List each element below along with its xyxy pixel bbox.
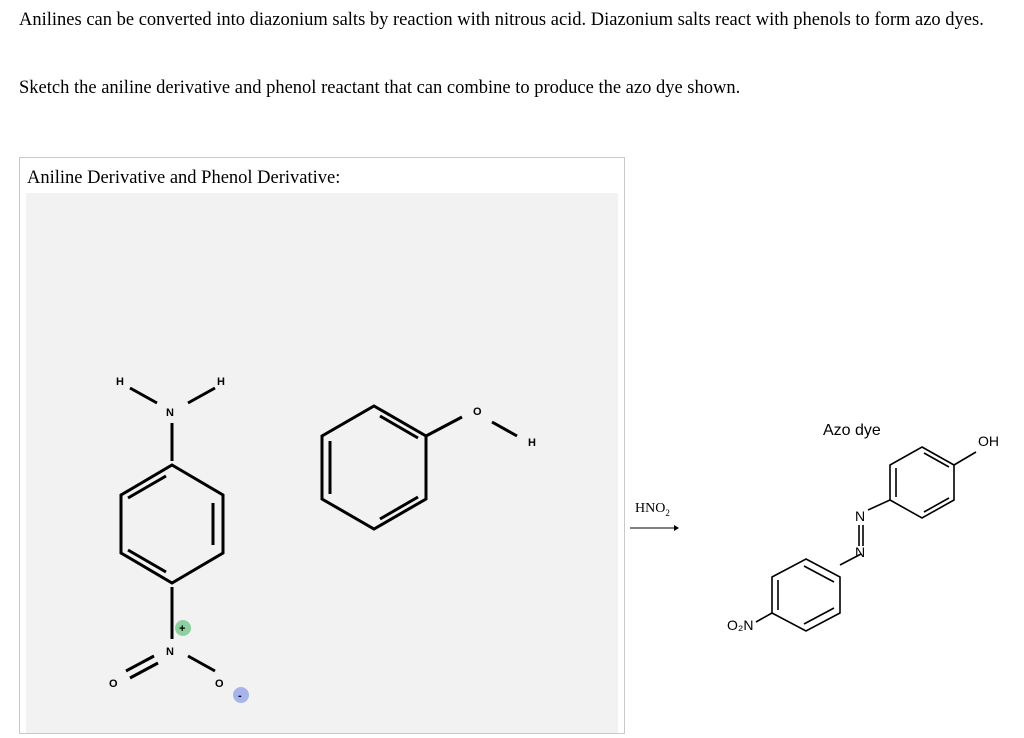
question-intro: Anilines can be converted into diazonium salts by reaction with nitrous acid. Diazonium salts react with phenols to form azo dyes. [19, 10, 984, 30]
atom-h-left[interactable]: H [116, 376, 124, 388]
right-arrow-icon [630, 525, 679, 531]
aniline-derivative-molecule[interactable] [121, 388, 223, 678]
n-lower-label: N [855, 544, 866, 560]
atom-h-right[interactable]: H [217, 376, 225, 388]
reaction-arrow-group [624, 400, 704, 540]
bond-h-n-right[interactable] [188, 388, 215, 403]
question-prompt: Sketch the aniline derivative and phenol reactant that can combine to produce the azo dye shown. [19, 78, 741, 98]
atom-n-nitro[interactable]: N [166, 646, 174, 658]
atom-h-phenol[interactable]: H [528, 437, 536, 449]
plus-charge-sign: + [179, 623, 186, 635]
structure-editor [19, 157, 625, 734]
bond-oh [954, 452, 976, 465]
drawing-canvas[interactable] [26, 193, 618, 733]
n-upper-label: N [855, 508, 866, 524]
no2-label: O₂N [727, 617, 754, 633]
minus-charge-sign: - [238, 690, 242, 702]
aniline-ring[interactable] [121, 465, 223, 583]
nitro-ring-azo [772, 559, 840, 631]
azo-dye-structure [700, 410, 1020, 640]
phenol-ring[interactable] [322, 406, 426, 529]
bond-no2 [756, 613, 772, 622]
phenol-molecule[interactable] [322, 406, 517, 529]
atom-o-single[interactable]: O [215, 678, 224, 690]
oh-label: OH [978, 433, 999, 449]
azo-dye-title: Azo dye [823, 422, 881, 439]
bond-n-o-single[interactable] [188, 656, 215, 671]
atom-n-amine[interactable]: N [166, 407, 174, 419]
drawn-molecules[interactable] [26, 193, 618, 733]
atom-o-double[interactable]: O [109, 678, 118, 690]
editor-label: Aniline Derivative and Phenol Derivative: [27, 168, 341, 188]
phenol-ring-azo [890, 447, 954, 518]
atom-o-phenol[interactable]: O [473, 406, 482, 418]
bond-ring-o[interactable] [426, 417, 462, 436]
reagent-label: $HNO_2$ [635, 501, 670, 518]
bond-h-n-left[interactable] [130, 388, 157, 403]
bond-o-h[interactable] [492, 422, 517, 436]
